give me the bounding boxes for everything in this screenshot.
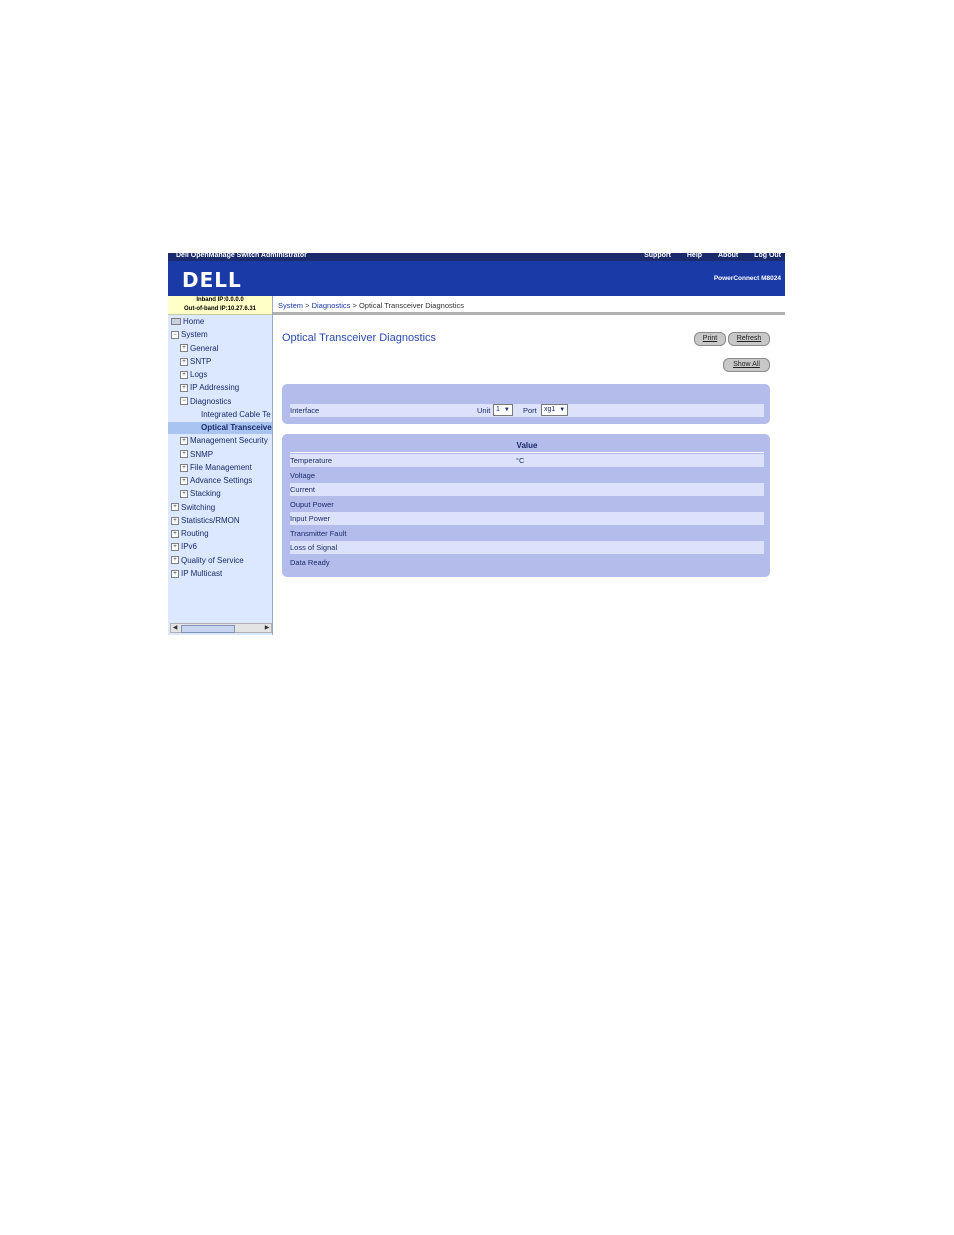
sidebar-item[interactable] [168,435,272,447]
sidebar-item[interactable] [168,356,272,368]
sidebar-item[interactable] [168,568,272,580]
logout-link[interactable]: Log Out [754,253,781,259]
sidebar-item[interactable] [168,316,272,328]
row-label: Data Ready [290,557,330,567]
expand-icon[interactable]: + [171,556,179,564]
interface-row [290,404,764,417]
sidebar-item[interactable] [168,515,272,527]
expand-icon[interactable]: + [171,543,179,551]
page-title: Optical Transceiver Diagnostics [282,332,437,344]
collapse-icon[interactable]: − [180,397,188,405]
expand-icon[interactable]: + [171,503,179,511]
sidebar-item[interactable] [168,409,272,421]
table-row [290,556,764,569]
breadcrumb-sep: > [352,301,357,310]
value-header: Value [290,439,764,453]
sidebar-item[interactable] [168,541,272,553]
sidebar-item[interactable] [168,422,272,434]
table-row [290,512,764,525]
breadcrumb-system[interactable]: System [278,301,304,310]
expand-icon[interactable]: + [180,358,188,366]
chevron-down-icon: ▼ [559,407,566,413]
port-value: xg1 [544,406,556,413]
home-icon [171,318,181,325]
show-all-button[interactable]: Show All [723,358,770,372]
sidebar-item[interactable] [168,502,272,514]
sidebar-item-label: IP Multicast [181,568,223,578]
sidebar-item[interactable] [168,555,272,567]
sidebar-item-label: Management Security [190,436,268,446]
table-row [290,498,764,511]
row-label: Temperature [290,456,333,465]
unit-label: Unit [477,406,491,415]
table-row [290,527,764,540]
expand-icon[interactable]: + [180,450,188,458]
sidebar-item-label: SNMP [190,449,214,459]
sidebar-item-label: SNTP [190,356,212,366]
expand-icon[interactable]: + [180,371,188,379]
sidebar-item[interactable] [168,396,272,408]
collapse-icon[interactable]: − [171,331,179,339]
sidebar-item-label: Diagnostics [190,396,232,406]
expand-icon[interactable]: + [171,570,179,578]
sidebar-item-label: General [190,343,219,353]
row-value: °C [516,456,525,465]
top-bar [168,253,785,261]
breadcrumb-current: Optical Transceiver Diagnostics [358,301,464,310]
top-links [630,253,781,260]
sidebar-item[interactable] [168,329,272,341]
sidebar-item-label: Optical Transceive [201,423,272,432]
unit-select[interactable] [493,404,513,416]
sidebar-item-label: Logs [190,370,208,379]
sidebar-item-label: Home [183,317,205,326]
row-label: Transmitter Fault [290,528,347,538]
refresh-button[interactable]: Refresh [728,332,770,346]
sidebar-item[interactable] [168,382,272,394]
expand-icon[interactable]: + [180,464,188,472]
row-label: Voltage [290,470,316,480]
scroll-left-icon[interactable]: ◀ [172,625,178,631]
sidebar-item[interactable] [168,449,272,461]
expand-icon[interactable]: + [180,490,188,498]
sidebar-item-label: IP Addressing [190,383,240,393]
sidebar-item[interactable] [168,488,272,500]
support-link[interactable]: Support [644,253,671,259]
sidebar-item-label: IPv6 [181,542,198,552]
about-link[interactable]: About [718,253,739,259]
breadcrumb [273,296,785,315]
row-label: Loss of Signal [290,543,338,552]
sidebar-item-label: System [181,330,208,340]
expand-icon[interactable]: + [180,477,188,485]
row-label: Ouput Power [290,499,334,509]
expand-icon[interactable]: + [171,517,179,525]
switch-admin-window [168,253,785,635]
chevron-down-icon: ▼ [503,407,510,413]
sidebar-item-label: Routing [181,529,209,538]
table-row [290,541,764,554]
nav-horizontal-scrollbar[interactable] [170,623,272,633]
sidebar-item-label: Integrated Cable Te [201,409,271,419]
scroll-right-icon[interactable]: ▶ [264,625,270,631]
interface-panel [282,384,770,424]
sidebar-item[interactable] [168,369,272,381]
breadcrumb-sep: > [305,301,310,310]
sidebar-item[interactable] [168,528,272,540]
value-panel [282,434,770,577]
expand-icon[interactable]: + [171,530,179,538]
breadcrumb-diagnostics[interactable]: Diagnostics [311,301,351,310]
scrollbar-thumb[interactable] [181,625,235,633]
sidebar-item-label: Statistics/RMON [181,515,240,525]
expand-icon[interactable]: + [180,344,188,352]
table-row [290,469,764,482]
table-row [290,483,764,496]
print-button[interactable]: Print [694,332,726,346]
sidebar-item-label: Quality of Service [181,555,244,565]
product-name: PowerConnect M8024 [713,275,781,282]
dell-logo: DELL [182,268,242,292]
main-content [273,296,785,635]
header-banner [168,261,785,296]
navigation-tree [168,296,273,635]
unit-value: 1 [496,406,500,413]
interface-label: Interface [290,406,320,415]
sidebar-item-label: File Management [190,462,252,472]
sidebar-item-label: Advance Settings [190,476,253,485]
table-row [290,454,764,467]
sidebar-item[interactable] [168,343,272,355]
sidebar-item[interactable] [168,462,272,474]
sidebar-item-label: Stacking [190,489,221,499]
ip-info [168,296,272,315]
help-link[interactable]: Help [686,253,703,259]
port-select[interactable] [541,404,568,416]
outband-ip: Out-of-band IP:10.27.6.31 [183,306,256,312]
inband-ip: Inband IP:0.0.0.0 [196,297,244,303]
expand-icon[interactable]: + [180,384,188,392]
port-label: Port [523,406,537,415]
sidebar-item[interactable] [168,475,272,487]
row-label: Input Power [290,514,331,523]
row-label: Current [290,485,316,494]
sidebar-item-label: Switching [181,502,216,512]
expand-icon[interactable]: + [180,437,188,445]
app-title: Dell OpenManage Switch Administrator [176,253,307,259]
